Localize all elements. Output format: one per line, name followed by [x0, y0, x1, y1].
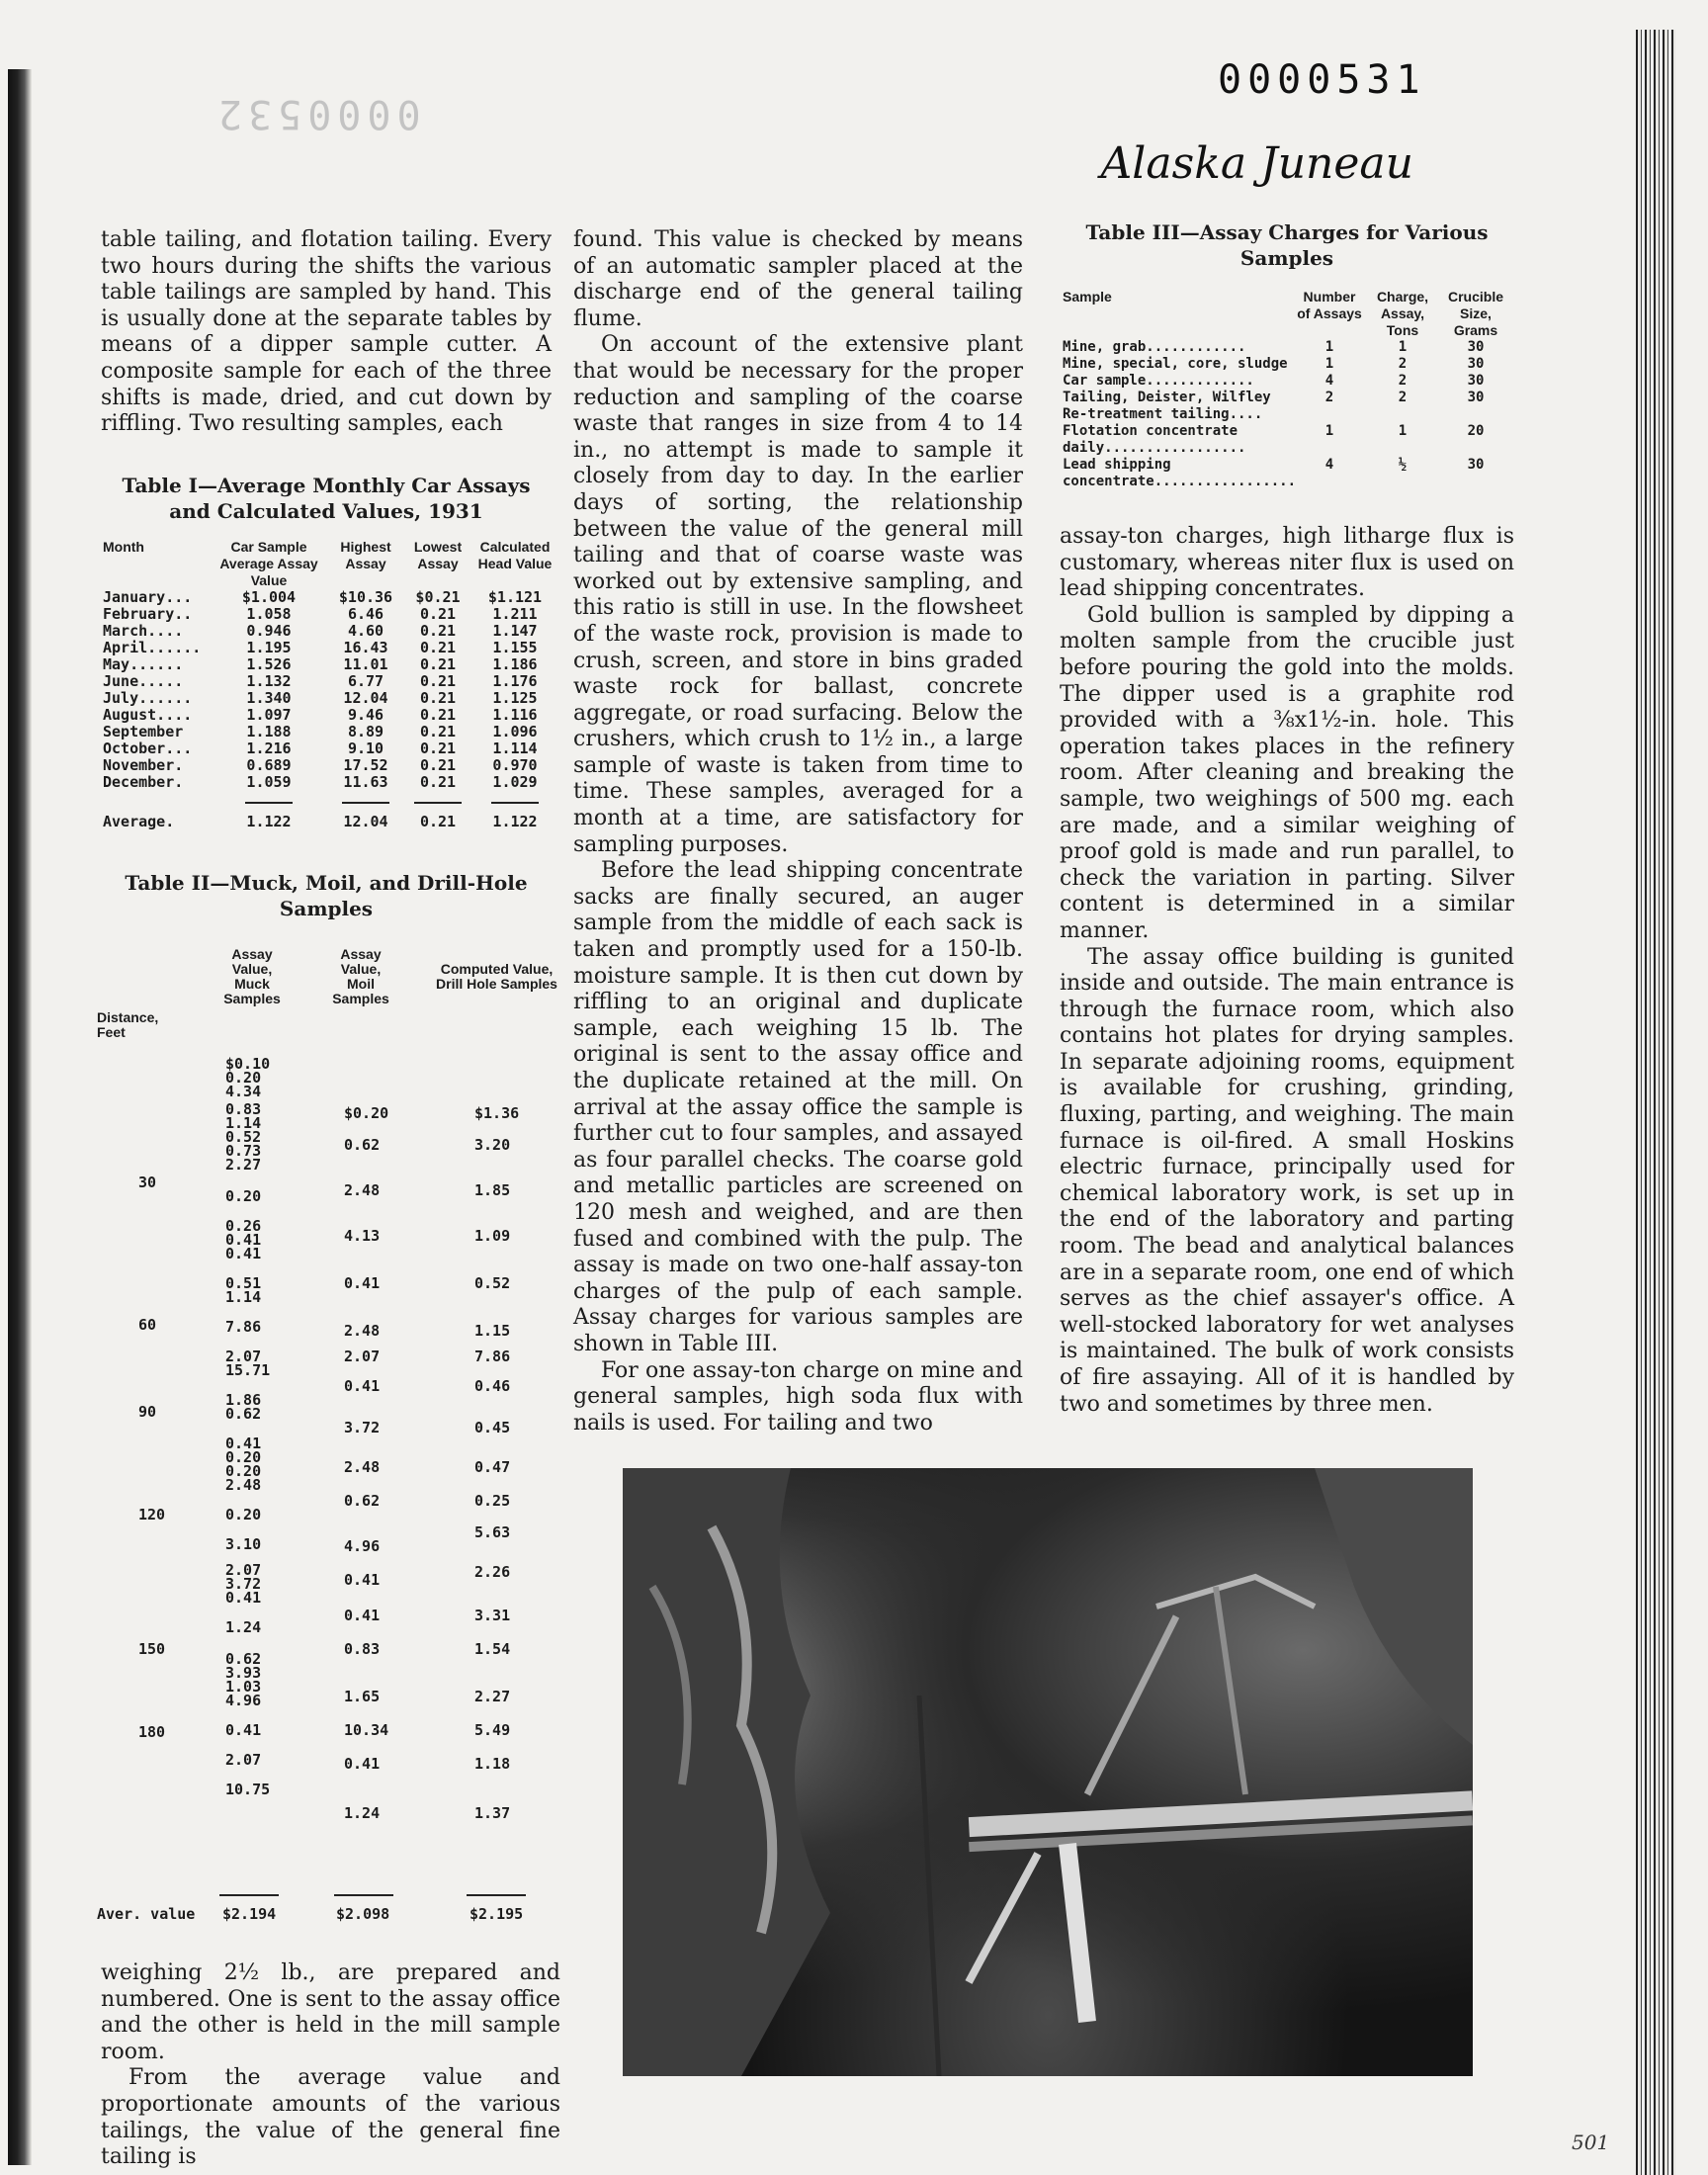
table-row: [99, 757, 558, 774]
table-header-cell: Sample: [1063, 289, 1112, 304]
table-cell: 4.96: [225, 1692, 262, 1709]
table-cell: 8.89: [347, 723, 384, 740]
table-cell: 6.46: [347, 605, 384, 623]
table-row: [99, 774, 558, 791]
table-cell: 1.15: [474, 1322, 511, 1340]
table-cell: 90: [138, 1403, 157, 1421]
table-cell: 30: [1467, 356, 1485, 372]
table-cell: 0.62: [344, 1492, 381, 1510]
table-header-cell: Assay Value, Muck Samples: [223, 946, 281, 1006]
table-3-title: Table III—Assay Charges for Various Samples: [1085, 220, 1489, 270]
table-cell: 150: [138, 1640, 166, 1658]
table-cell: April......: [103, 639, 202, 656]
table-cell: 0.41: [225, 1245, 262, 1262]
table-cell: 0.83: [225, 1100, 262, 1118]
table-cell: 1.188: [246, 723, 292, 740]
table-cell: 30: [1467, 390, 1485, 405]
table-cell: 0.41: [225, 1589, 262, 1607]
table-cell: 1.03: [225, 1678, 262, 1696]
table-row: [99, 690, 558, 707]
table-cell: 4.96: [344, 1537, 381, 1555]
page-number: 501: [1572, 2131, 1610, 2154]
table-cell: Mine, grab............: [1063, 339, 1246, 355]
table-cell: $1.004: [241, 588, 297, 606]
table-cell: 0.21: [419, 689, 457, 707]
table-2: [97, 939, 563, 1923]
table-cell: 60: [138, 1316, 157, 1334]
table-cell: $0.10: [225, 1055, 271, 1073]
table-cell: 0.21: [419, 706, 457, 724]
table-cell: 1.340: [246, 689, 292, 707]
table-row: [1063, 373, 1512, 390]
table-cell: 0.946: [246, 622, 292, 640]
table-cell: 1.186: [492, 655, 538, 673]
table-2-title: Table II—Muck, Moil, and Drill-Hole Samples: [125, 871, 528, 920]
stamp-number: 0000531: [1218, 57, 1426, 103]
table-cell: 1.122: [492, 813, 538, 830]
table-header-cell: Number of Assays: [1297, 289, 1362, 321]
table-cell: 11.63: [343, 773, 388, 791]
table-cell: February..: [103, 605, 193, 623]
table-cell: 2: [1398, 390, 1408, 405]
table-cell: 1.65: [344, 1688, 381, 1705]
table-cell: 12.04: [343, 689, 388, 707]
table-3-body: [1063, 339, 1512, 490]
table-cell: [1439, 406, 1512, 423]
paragraph: Before the lead shipping concentrate sacks are finally secured, an auger sample from the middle of each sack is taken and promptly used for a 150-lb. moisture sample. It is then cut down by riffling to an original and duplicate sample, each weighing 15 lb. The original is sent to the assay office and the duplicate retained at the mill. On arrival at the assay office the sample is further cut to four samples, and assayed as four parallel checks. The coarse gold and metallic particles are screened on 120 mesh and weighed, and are then fused and combined with the pulp. The assay is made on two one-half assay-ton charges of the pulp of each sample. Assay charges for various samples are shown in Table III.: [573, 858, 1023, 1356]
table-cell: 30: [138, 1174, 157, 1191]
table-row: [1063, 457, 1512, 490]
table-row: [99, 623, 558, 640]
table-cell: 0.46: [474, 1377, 511, 1395]
table-cell: 2.07: [225, 1348, 262, 1365]
table-cell: 1: [1324, 339, 1334, 355]
table-cell: November.: [103, 756, 184, 774]
table-cell: 0.21: [419, 813, 457, 830]
table-cell: August....: [103, 706, 193, 724]
table-row: [1063, 406, 1512, 423]
scan-edge-right: [1636, 30, 1675, 2175]
mine-photograph: [623, 1468, 1473, 2076]
table-row: [99, 673, 558, 690]
table-cell: 10.75: [225, 1781, 271, 1798]
table-header-cell: Assay Value, Moil Samples: [332, 946, 389, 1006]
table-cell: 16.43: [343, 639, 388, 656]
table-cell: 0.51: [225, 1274, 262, 1292]
table-row: [99, 589, 558, 606]
table-row: [1063, 339, 1512, 356]
table-cell: 1.86: [225, 1391, 262, 1409]
table-header-cell: Lowest Assay: [413, 539, 463, 571]
paragraph: From the average value and proportionate amounts of the various tailings, the value of the general fine tailing is: [101, 2065, 560, 2170]
table-cell: 2: [1398, 373, 1408, 389]
table-cell: 15.71: [225, 1361, 271, 1379]
table-row: [99, 656, 558, 673]
table-cell: 17.52: [343, 756, 388, 774]
table-cell: 1.09: [474, 1227, 511, 1245]
table-cell: 1.14: [225, 1114, 262, 1132]
table-row: [1063, 390, 1512, 406]
table-cell: Re-treatment tailing....: [1063, 406, 1263, 422]
table-cell: 0.73: [225, 1142, 262, 1160]
table-cell: $1.36: [474, 1104, 520, 1122]
table-cell: 1.216: [246, 740, 292, 757]
table-cell: 1.37: [474, 1804, 511, 1822]
table-cell: $10.36: [338, 588, 393, 606]
table-cell: 2.48: [344, 1322, 381, 1340]
table-cell: 2.07: [225, 1751, 262, 1769]
table-cell: 1.24: [344, 1804, 381, 1822]
table-cell: 0.47: [474, 1458, 511, 1476]
table-cell: 0.21: [419, 756, 457, 774]
table-cell: 2.07: [344, 1348, 381, 1365]
table-cell: Aver. value: [97, 1905, 196, 1923]
table-cell: $2.098: [336, 1905, 390, 1923]
table-cell: 0.21: [419, 773, 457, 791]
table-1-rules: [99, 791, 558, 808]
table-cell: 2.27: [474, 1688, 511, 1705]
table-cell: 0.62: [225, 1650, 262, 1668]
table-cell: 5.63: [474, 1523, 511, 1541]
table-cell: September: [103, 723, 184, 740]
table-cell: 1.132: [246, 672, 292, 690]
table-row: [99, 640, 558, 656]
table-cell: 7.86: [474, 1348, 511, 1365]
table-cell: 0.41: [225, 1435, 262, 1452]
table-cell: 1.24: [225, 1618, 262, 1636]
table-header-cell: Crucible Size, Grams: [1447, 289, 1503, 338]
table-header-cell: Highest Assay: [340, 539, 391, 571]
table-row: [1063, 356, 1512, 373]
table-cell: 4: [1324, 373, 1334, 389]
table-1-header: [99, 539, 558, 589]
table-cell: 1.526: [246, 655, 292, 673]
table-cell: 0.20: [225, 1462, 262, 1480]
table-cell: 0.21: [419, 723, 457, 740]
table-cell: 0.41: [344, 1274, 381, 1292]
table-cell: 0.25: [474, 1492, 511, 1510]
table-cell: 2.48: [344, 1181, 381, 1199]
table-cell: 0.21: [419, 740, 457, 757]
table-cell: 3.20: [474, 1136, 511, 1154]
table-1-average-row: [99, 808, 558, 830]
table-cell: 3.72: [344, 1419, 381, 1436]
table-cell: 1.097: [246, 706, 292, 724]
table-cell: 0.62: [344, 1136, 381, 1154]
table-cell: 4.60: [347, 622, 384, 640]
table-cell: 0.20: [225, 1506, 262, 1523]
table-cell: 1.147: [492, 622, 538, 640]
table-cell: 2.48: [225, 1476, 262, 1494]
table-cell: 1.029: [492, 773, 538, 791]
table-row: [99, 724, 558, 740]
table-cell: 0.62: [225, 1405, 262, 1423]
scan-edge-left: [8, 69, 32, 2165]
table-cell: 120: [138, 1506, 166, 1523]
table-cell: 0.689: [246, 756, 292, 774]
table-cell: 0.26: [225, 1217, 262, 1235]
table-cell: 3.31: [474, 1607, 511, 1624]
table-cell: Average.: [103, 813, 175, 830]
header-title: Alaska Juneau: [1100, 138, 1413, 189]
table-3: [1063, 289, 1512, 490]
table-cell: $0.20: [344, 1104, 389, 1122]
table-cell: 0.20: [225, 1187, 262, 1205]
table-row: [99, 606, 558, 623]
table-cell: 0.41: [344, 1755, 381, 1773]
table-cell: Tailing, Deister, Wilfley: [1063, 390, 1271, 405]
column-1-bottom-text: [101, 1960, 560, 2171]
table-cell: 0.41: [225, 1721, 262, 1739]
table-cell: $0.21: [415, 588, 461, 606]
table-row: [1063, 423, 1512, 457]
table-cell: 1.85: [474, 1181, 511, 1199]
table-cell: $2.195: [470, 1905, 524, 1923]
table-cell: 30: [1467, 373, 1485, 389]
table-cell: 180: [138, 1723, 166, 1741]
table-cell: [1366, 406, 1439, 423]
table-cell: 20: [1467, 423, 1485, 439]
table-cell: 1: [1398, 339, 1408, 355]
table-cell: 4.34: [225, 1083, 262, 1100]
paragraph: For one assay-ton charge on mine and general samples, high soda flux with nails is used. For tailing and two: [573, 1357, 1023, 1436]
table-header-cell: Computed Value, Drill Hole Samples: [436, 961, 557, 992]
column-3-text: [1060, 524, 1514, 1418]
ghost-stamp-number: 0000532: [213, 91, 421, 136]
table-cell: 2.26: [474, 1563, 511, 1581]
table-cell: 2.48: [344, 1458, 381, 1476]
table-cell: 0.41: [344, 1571, 381, 1589]
table-cell: 5.49: [474, 1721, 511, 1739]
table-cell: 3.72: [225, 1575, 262, 1593]
table-cell: 1: [1324, 423, 1334, 439]
table-cell: 9.46: [347, 706, 384, 724]
table-cell: 0.52: [474, 1274, 511, 1292]
table-cell: 0.20: [225, 1069, 262, 1087]
table-cell: 2: [1324, 390, 1334, 405]
table-cell: 4.13: [344, 1227, 381, 1245]
table-cell: 0.41: [344, 1377, 381, 1395]
table-cell: 4: [1324, 457, 1334, 473]
table-header-cell: Month: [103, 539, 144, 555]
table-cell: 0.52: [225, 1128, 262, 1146]
table-cell: 9.10: [347, 740, 384, 757]
table-cell: October...: [103, 740, 193, 757]
table-cell: 12.04: [343, 813, 388, 830]
table-cell: ½: [1398, 457, 1408, 473]
table-cell: 0.21: [419, 655, 457, 673]
table-cell: March....: [103, 622, 184, 640]
table-cell: $1.121: [487, 588, 543, 606]
table-cell: 0.83: [344, 1640, 381, 1658]
table-cell: 1.114: [492, 740, 538, 757]
table-cell: [1293, 406, 1366, 423]
table-cell: 1: [1324, 356, 1334, 372]
table-cell: 0.20: [225, 1448, 262, 1466]
table-cell: December.: [103, 773, 184, 791]
table-cell: 1.096: [492, 723, 538, 740]
table-cell: $2.194: [222, 1905, 277, 1923]
table-3-header: [1063, 289, 1512, 339]
paragraph: On account of the extensive plant that would be necessary for the proper reduction and sampling of the coarse waste that ranges in size from 4 to 14 in., no attempt is made to sample it closely from day to day. In the earlier days of sorting, the relationship between the value of the general mill tailing and that of coarse waste was worked out by extensive sampling, and this ratio is still in use. In the flowsheet of the waste rock, provision is made to crush, screen, and store in bins graded waste rock for ballast, concrete aggregate, or road surfacing. Below the crushers, which crush to 1½ in., a large sample of waste is taken from time to time. These samples, averaged for a month at a time, are satisfactory for sampling purposes.: [573, 332, 1023, 857]
table-cell: 1.14: [225, 1288, 262, 1306]
paragraph: table tailing, and flotation tailing. Every two hours during the shifts the various table tailings are sampled by hand. This is usually done at the separate tables by means of a dipper sample cutter. A composite sample for each of the three shifts is made, dried, and cut down by riffling. Two resulting samples, each: [101, 227, 552, 437]
table-cell: July......: [103, 689, 193, 707]
table-header-cell: Calculated Head Value: [477, 539, 553, 571]
table-cell: 0.21: [419, 622, 457, 640]
table-1-body: [99, 589, 558, 791]
paragraph: found. This value is checked by means of an automatic sampler placed at the discharge end of the general tailing flume.: [573, 227, 1023, 331]
table-header-cell: Distance, Feet: [97, 1009, 159, 1040]
table-header-cell: Car Sample Average Assay Value: [219, 539, 318, 588]
table-cell: 11.01: [343, 655, 388, 673]
table-cell: 0.21: [419, 639, 457, 656]
table-cell: 2.07: [225, 1561, 262, 1579]
table-header-cell: Charge, Assay, Tons: [1376, 289, 1429, 338]
table-cell: 3.93: [225, 1664, 262, 1682]
column-2-text: [573, 227, 1023, 1436]
table-cell: 1.211: [492, 605, 538, 623]
table-cell: 30: [1467, 457, 1485, 473]
table-cell: 1.18: [474, 1755, 511, 1773]
table-cell: 1.059: [246, 773, 292, 791]
table-cell: May......: [103, 655, 184, 673]
paragraph: The assay office building is gunited inside and outside. The main entrance is through the furnace room, which also contains hot plates for drying samples. In separate adjoining rooms, equipment is available for crushing, grinding, fluxing, parting, and weighing. The main furnace is oil-fired. A small Hoskins electric furnace, principally used for chemical laboratory work, is set up in the end of the laboratory and parting room. The bead and analytical balances are in a separate room, one end of which serves as the chief assayer's office. A well-stocked laboratory for wet analyses is maintained. The bulk of work consists of fire assaying. All of it is handled by two and sometimes by three men.: [1060, 944, 1514, 1417]
table-cell: 30: [1467, 339, 1485, 355]
paragraph: Gold bullion is sampled by dipping a molten sample from the crucible just before pouring the gold into the molds. The dipper used is a graphite rod provided with a ⅜x1½-in. hole. This operation takes places in the refinery room. After cleaning and breaking the sample, two weighings of 500 mg. each are made, and a similar weighing of proof gold is made and run parallel, to check the variation in parting. Silver content is determined in a similar manner.: [1060, 602, 1514, 943]
table-cell: June.....: [103, 672, 184, 690]
table-cell: 1: [1398, 423, 1408, 439]
table-cell: 0.41: [344, 1607, 381, 1624]
table-cell: Mine, special, core, sludge: [1063, 356, 1288, 372]
table-cell: 1.54: [474, 1640, 511, 1658]
table-cell: Lead shipping concentrate.................: [1063, 457, 1297, 489]
paragraph: assay-ton charges, high litharge flux is customary, whereas niter flux is used on lead shipping concentrates.: [1060, 524, 1514, 602]
table-cell: 0.970: [492, 756, 538, 774]
table-cell: 10.34: [344, 1721, 389, 1739]
table-cell: Flotation concentrate daily.................: [1063, 423, 1246, 456]
table-cell: 1.176: [492, 672, 538, 690]
table-cell: 1.125: [492, 689, 538, 707]
table-cell: 1.058: [246, 605, 292, 623]
table-cell: 7.86: [225, 1318, 262, 1336]
table-cell: 0.41: [225, 1231, 262, 1249]
column-1-text: [101, 227, 552, 438]
table-cell: 1.195: [246, 639, 292, 656]
table-cell: 0.21: [419, 672, 457, 690]
table-cell: 2.27: [225, 1156, 262, 1174]
table-cell: 3.10: [225, 1535, 262, 1553]
table-cell: 6.77: [347, 672, 384, 690]
table-cell: 0.21: [419, 605, 457, 623]
table-cell: Car sample.............: [1063, 373, 1254, 389]
table-1-title: Table I—Average Monthly Car Assays and Calculated Values, 1931: [122, 474, 531, 523]
table-row: [99, 740, 558, 757]
table-cell: 0.45: [474, 1419, 511, 1436]
table-cell: 1.116: [492, 706, 538, 724]
table-cell: 1.155: [492, 639, 538, 656]
table-cell: 1.122: [246, 813, 292, 830]
table-1: [99, 539, 558, 830]
table-cell: 2: [1398, 356, 1408, 372]
table-row: [99, 707, 558, 724]
paragraph: weighing 2½ lb., are prepared and numbered. One is sent to the assay office and the other is held in the mill sample room.: [101, 1960, 560, 2064]
table-cell: January...: [103, 588, 193, 606]
